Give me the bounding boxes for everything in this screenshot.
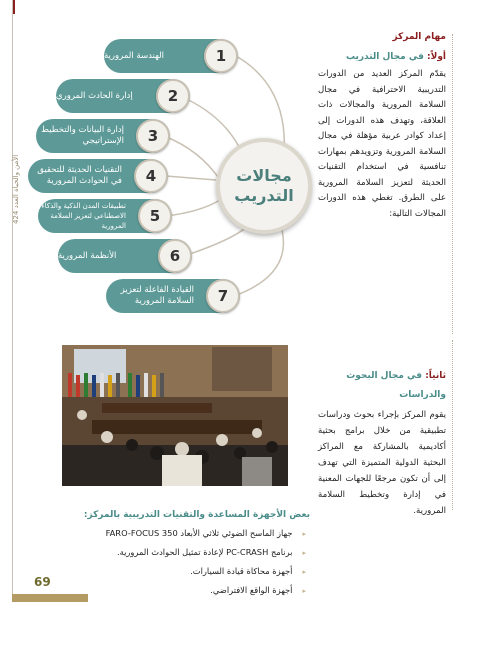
diagram-number-4: 4 xyxy=(134,159,168,193)
first-subheading xyxy=(318,44,446,63)
conference-photo-image xyxy=(62,345,288,486)
second-body: يقوم المركز بإجراء بحوث ودراسات تطبيقية من خلال برامج بحثية أكاديمية بالمشاركة مع المراكز البحثية الدولية المتميزة التي تهدف إلى أن تكون مرجعًا للجهات المعنية في إدارة وتخطيط السلامة المرورية. xyxy=(318,410,446,516)
diagram-item-label: التقنيات الحديثة للتحقيق في الحوادث المرورية xyxy=(37,165,122,186)
column-divider-lower xyxy=(452,340,453,510)
diagram-number-6: 6 xyxy=(158,239,192,273)
tasks-section xyxy=(318,32,446,222)
research-section xyxy=(318,363,446,519)
center-title-line-1: مجالات xyxy=(236,166,292,185)
diagram-center-title xyxy=(216,138,312,234)
second-subheading xyxy=(318,363,446,401)
device-text: جهاز الماسح الضوئي ثلاثي الأبعاد FARO-FOCUS 350 xyxy=(105,528,293,538)
device-item xyxy=(60,585,306,595)
diagram-item-label: الأنظمة المرورية xyxy=(58,250,117,261)
diagram-item-label: الهندسة المرورية xyxy=(104,50,164,61)
diagram-number-5: 5 xyxy=(138,199,172,233)
page-number: 69 xyxy=(34,575,51,589)
diagram-number-3: 3 xyxy=(136,119,170,153)
device-item xyxy=(60,547,306,557)
devices-section xyxy=(60,510,310,604)
diagram-item-label: إدارة الحادث المروري xyxy=(56,90,133,101)
device-text: أجهزة الواقع الافتراضي. xyxy=(210,585,293,595)
device-text: برنامج PC-CRASH لإعادة تمثيل الحوادث المرورية. xyxy=(117,547,293,557)
side-rule xyxy=(12,0,13,600)
first-body: يقدّم المركز العديد من الدورات التدريبية الاحترافية في مجال السلامة المرورية والمجالات ذات العلاقة، وتهدف هذه الدورات إلى إعداد كوادر عربية مؤهلة في مجال السلامة المرورية وتزويدهم بمهارات تنافسية في استخدام التقنيات الحديثة لتعزيز السلامة المرورية على الطرق. تغطي هذه الدورات المجالات التالية: xyxy=(318,69,446,219)
second-prefix: ثانياً: xyxy=(425,371,446,381)
diagram-item-label: تطبيقات المدن الذكية والذكاء الاصطناعي لتعزيز السلامة المرورية xyxy=(41,202,126,230)
device-item xyxy=(60,566,306,576)
device-item xyxy=(60,528,306,538)
devices-list xyxy=(60,528,310,595)
first-prefix: أولاً: xyxy=(427,52,446,62)
conference-photo xyxy=(62,345,288,486)
diagram-number-2: 2 xyxy=(156,79,190,113)
column-divider xyxy=(452,34,453,334)
diagram-number-1: 1 xyxy=(204,39,238,73)
tasks-heading: مهام المركز xyxy=(392,32,446,42)
diagram-number-7: 7 xyxy=(206,279,240,313)
device-text: أجهزة محاكاة قيادة السيارات. xyxy=(190,566,293,576)
second-title: في مجال البحوث والدراسات xyxy=(346,371,446,400)
devices-heading: بعض الأجهزة المساعدة والتقنيات التدريبية بالمركز: xyxy=(83,510,310,520)
center-title-line-2: التدريب xyxy=(234,186,294,205)
footer-bar xyxy=(12,594,88,602)
diagram-item-label: إدارة البيانات والتخطيط الإستراتيجي xyxy=(41,125,124,146)
diagram-item-label: القيادة الفاعلة لتعزيز السلامة المرورية xyxy=(120,285,194,306)
magazine-side-label: الأمن والحياة العدد 424 xyxy=(12,154,20,224)
first-title: في مجال التدريب xyxy=(345,52,428,62)
